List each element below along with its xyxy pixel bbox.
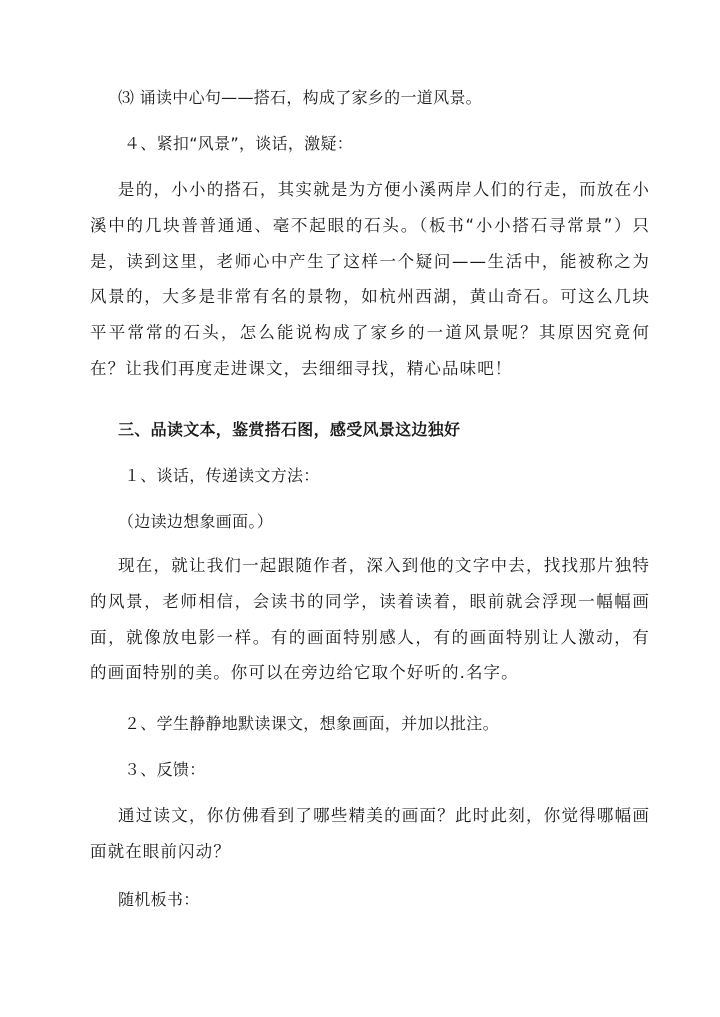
paragraph-board-writing: 随机板书：	[118, 890, 200, 909]
paragraph-step-4-heading: ４、紧扣“风景”，谈话，激疑：	[124, 134, 354, 153]
paragraph-feedback-question: 通过读文，你仿佛看到了哪些精美的画面？此时此刻，你觉得哪幅画面就在眼前闪动？	[90, 806, 650, 861]
paragraph-reading-method-note: （边读边想象画面。）	[118, 512, 274, 531]
paragraph-recite-central-sentence: ⑶ 诵读中心句——搭石，构成了家乡的一道风景。	[118, 88, 482, 107]
paragraph-step-1-heading: １、谈话，传递读文方法：	[124, 466, 320, 485]
section-three-heading: 三、品读文本，鉴赏搭石图，感受风景这边独好	[118, 420, 461, 439]
paragraph-imagine-pictures: 现在，就让我们一起跟随作者，深入到他的文字中去，找找那片独特的风景，老师相信，会读书的同学，读着读着，眼前就会浮现一幅幅画面，就像放电影一样。有的画面特别感人，有的画面特别让人激动，有的画面特别的美。你可以在旁边给它取个好听的.名字。	[90, 556, 650, 683]
paragraph-step-3-heading: ３、反馈：	[124, 760, 206, 779]
paragraph-dashi-explanation: 是的，小小的搭石，其实就是为方便小溪两岸人们的行走，而放在小溪中的几块普普通通、毫不起眼的石头。（板书“小小搭石寻常景”）只是，读到这里，老师心中产生了这样一个疑问——生活中，能被称之为风景的，大多是非常有名的景物，如杭州西湖，黄山奇石。可这么几块平平常常的石头，怎么能说构成了家乡的一道风景呢？其原因究竟何在？让我们再度走进课文，去细细寻找，精心品味吧！	[90, 180, 650, 378]
paragraph-step-2-heading: ２、学生静静地默读课文，想象画面，并加以批注。	[124, 714, 499, 733]
